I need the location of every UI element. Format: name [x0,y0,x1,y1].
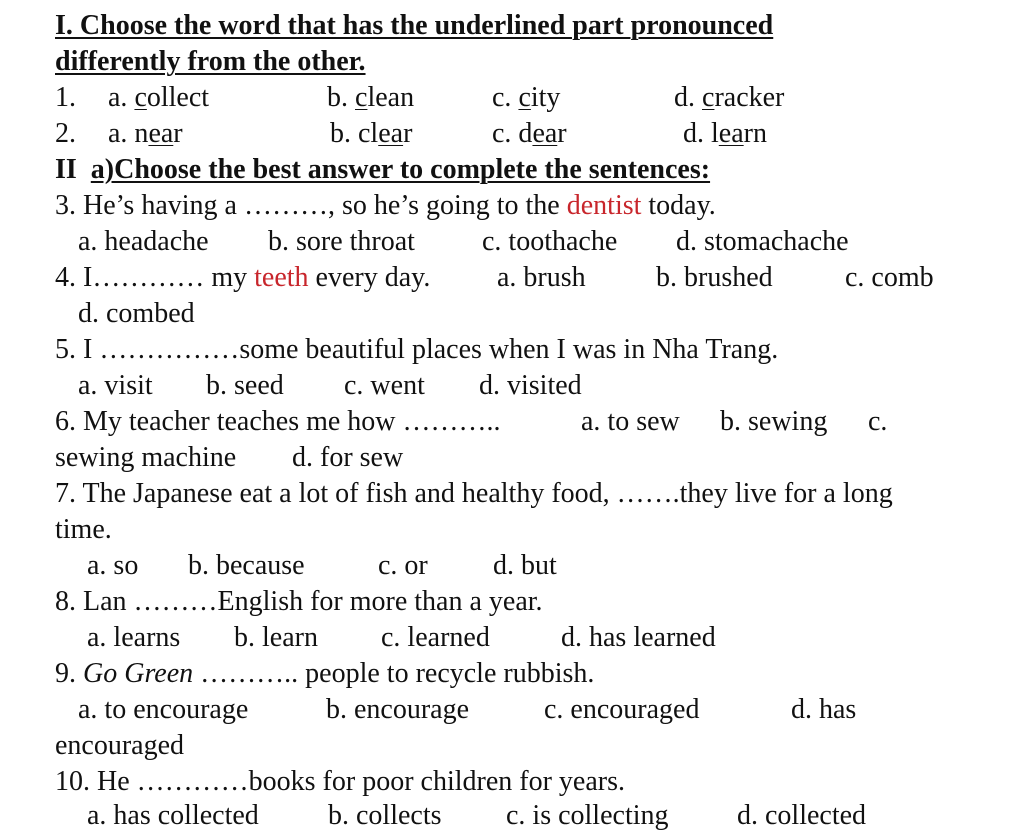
q6-option-d: d. for sew [292,442,404,473]
question-6 [55,404,1015,440]
q4-stem: 4. I………… my teeth every day. [55,262,431,293]
q2-option-b: b. clear [330,118,413,149]
q6-option-c-label: c. [868,406,888,437]
q9-option-c: c. encouraged [544,694,700,725]
q4-option-b: b. brushed [656,262,773,293]
q3-option-a: a. headache [78,226,209,257]
q8-option-c: c. learned [381,622,490,653]
q4-option-d: d. combed [78,298,195,329]
q9-option-a: a. to encourage [78,694,249,725]
q2-number: 2. [55,118,76,149]
q1-option-c: c. city [492,82,561,113]
q7-option-b: b. because [188,550,305,581]
q3-highlight: dentist [566,190,642,221]
q7-options [55,548,1015,584]
q4-option-c: c. comb [845,262,934,293]
question-10: 10. He …………books for poor children for years. [55,766,625,797]
q5-options [55,368,1015,404]
section2-label: II [55,154,77,185]
q10-option-d: d. collected [737,800,867,831]
q2-option-d: d. learn [683,118,767,149]
question-5: 5. I ……………some beautiful places when I was in Nha Trang. [55,334,779,365]
q8-options [55,620,1015,656]
q9-option-d-cont: encouraged [55,730,185,761]
q1-option-a: a. collect [108,82,210,113]
question-3: 3. He’s having a ………, so he’s going to the dentist today. [55,190,716,221]
q7-option-d: d. but [493,550,557,581]
q10-option-c: c. is collecting [506,800,669,831]
q6-stem: 6. My teacher teaches me how ……….. [55,406,501,437]
q8-option-a: a. learns [87,622,181,653]
question-4 [55,260,1015,296]
q6-option-c-text: sewing machine [55,442,237,473]
q4-highlight: teeth [254,262,309,293]
q5-option-d: d. visited [479,370,582,401]
section1-title-line2: differently from the other. [55,46,366,77]
q6-options-line2 [55,440,1015,476]
question-7-line2: time. [55,514,112,545]
question-1 [55,80,1015,116]
q5-option-a: a. visit [78,370,153,401]
q6-option-a: a. to sew [581,406,680,437]
section1-title-line1: I. Choose the word that has the underlined part pronounced [55,10,774,41]
section2-heading: a)Choose the best answer to complete the sentences: [90,154,711,185]
q8-option-d: d. has learned [561,622,716,653]
q1-option-b: b. clean [327,82,415,113]
q3-option-c: c. toothache [482,226,618,257]
q5-option-c: c. went [344,370,425,401]
question-2 [55,116,1015,152]
q3-option-b: b. sore throat [268,226,415,257]
q1-option-d: d. cracker [674,82,785,113]
q4-option-a: a. brush [497,262,586,293]
q7-option-a: a. so [87,550,139,581]
question-8: 8. Lan ………English for more than a year. [55,586,543,617]
q9-option-b: b. encourage [326,694,470,725]
q5-option-b: b. seed [206,370,284,401]
q1-number: 1. [55,82,76,113]
question-7-line1: 7. The Japanese eat a lot of fish and healthy food, …….they live for a long [55,478,893,509]
q10-option-b: b. collects [328,800,442,831]
q9-italic: Go Green [83,658,194,689]
q10-option-a: a. has collected [87,800,259,831]
q10-options [55,798,1015,834]
q8-option-b: b. learn [234,622,318,653]
q2-option-c: c. dear [492,118,567,149]
q3-options [55,224,1015,260]
q2-option-a: a. near [108,118,183,149]
q9-option-d: d. has [791,694,857,725]
section2-title [55,152,710,188]
question-9: 9. Go Green ……….. people to recycle rubbish. [55,658,595,689]
q7-option-c: c. or [378,550,428,581]
q6-option-b: b. sewing [720,406,828,437]
q3-option-d: d. stomachache [676,226,849,257]
q9-options [55,692,1015,728]
